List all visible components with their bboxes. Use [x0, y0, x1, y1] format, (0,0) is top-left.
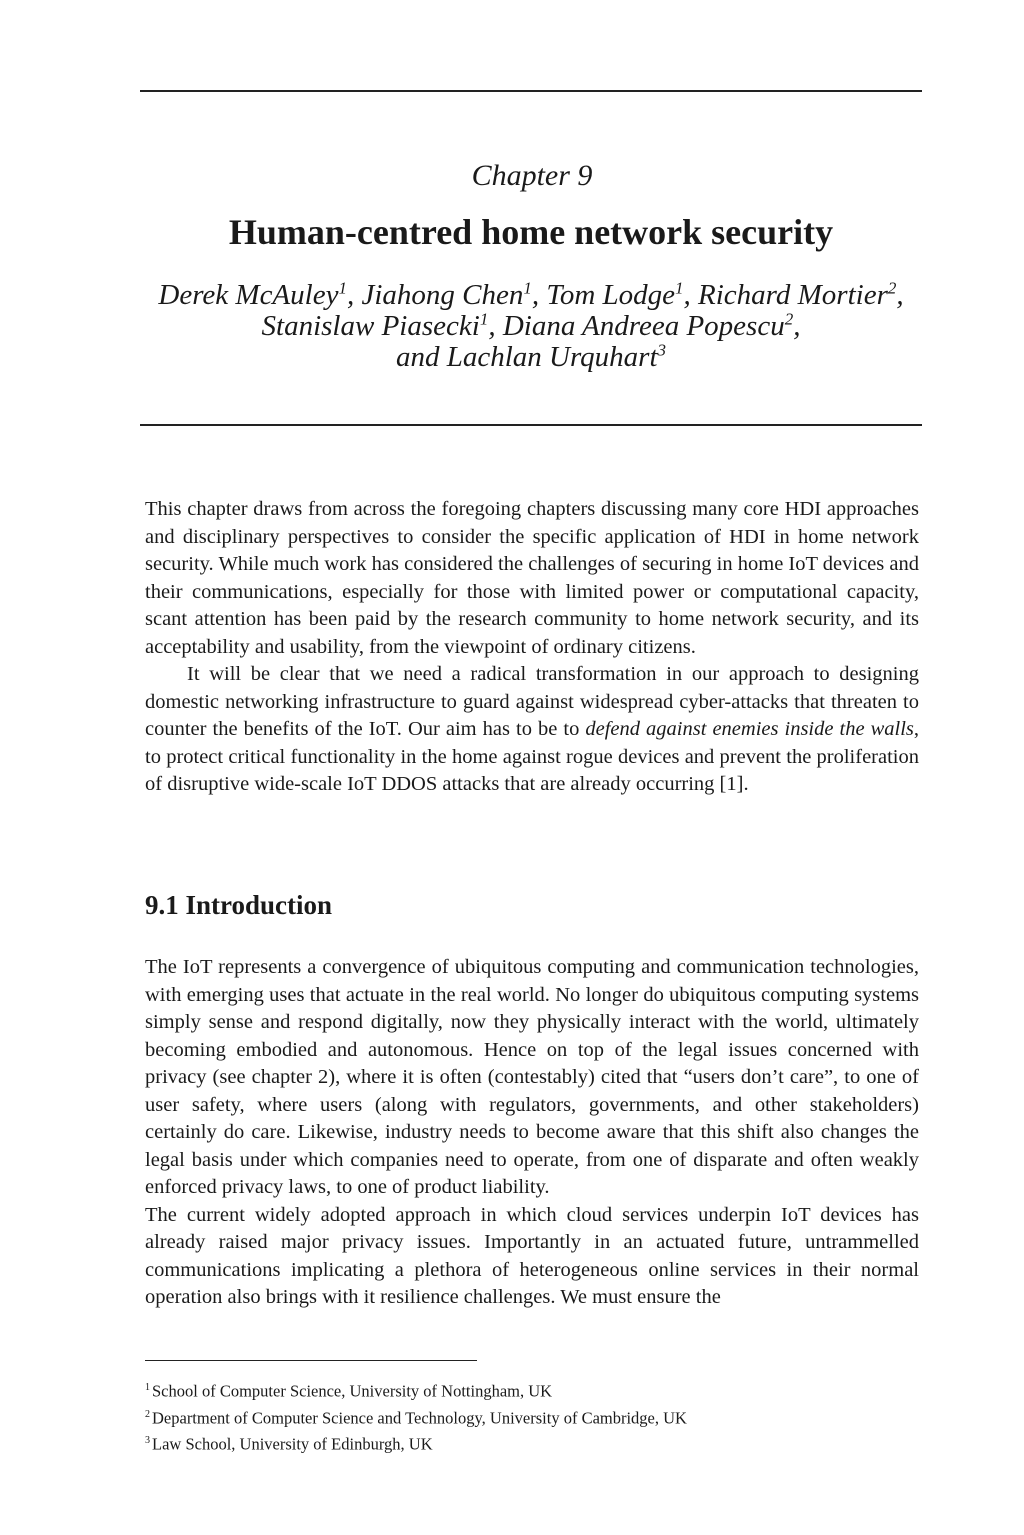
- emphasis-text: defend against enemies inside the walls: [585, 718, 914, 740]
- chapter-title: Human-centred home network security: [228, 212, 834, 252]
- author-list: [150, 280, 912, 373]
- author: Derek McAuley$^1$,: [158, 278, 362, 311]
- footnote-rule: [145, 1360, 477, 1361]
- abstract-paragraph: It will be clear that we need a radical transformation in our approach to designing domestic networking infrastructure to guard against widespread cyber-attacks that threaten to counter the benefits of the IoT. Our aim has to be to defend against enemies inside the walls, to protect critical functionality in the home against rogue devices and prevent the proliferation of disruptive wide-scale IoT DDOS attacks that are already occurring [1].: [145, 663, 920, 795]
- author: Stanislaw Piasecki$^1$,: [261, 309, 503, 342]
- chapter-label: Chapter 9: [471, 159, 593, 192]
- author: Diana Andreea Popescu$^2$,: [502, 309, 801, 342]
- body-paragraph: The current widely adopted approach in which cloud services underpin IoT devices has already raised major privacy issues. Importantly in an actuated future, untrammelled communications implicating a plethora of heterogeneous online services in their normal operation also brings with it resilience challenges. We must ensure the: [145, 1203, 919, 1308]
- section-heading: 9.1 Introduction: [145, 890, 333, 920]
- author: Jiahong Chen$^1$,: [361, 278, 547, 311]
- footnote: $^1$ School of Computer Science, University of Nottingham, UK: [145, 1381, 553, 1401]
- header-bottom-rule: [140, 424, 922, 426]
- chapter-abstract: [145, 496, 919, 799]
- body-paragraph: The IoT represents a convergence of ubiquitous computing and communication technologies, with emerging uses that actuate in the real world. No longer do ubiquitous computing systems simply sense and respond digitally, now they physically interact with the world, ultimately becoming embodied and autonomous. Hence on top of the legal issues concerned with privacy (see chapter 2), where it is often (contestably) cited that “users don’t care”, to one of user safety, where users (along with regulators, governments, and other stakeholders) certainly do care. Likewise, industry needs to become aware that this shift also changes the legal basis under which companies need to operate, from one of disparate and often weakly enforced privacy laws, to one of product liability.: [145, 956, 919, 1198]
- introduction-body: [145, 954, 919, 1312]
- footnotes: [145, 1376, 905, 1456]
- author: Tom Lodge$^1$,: [546, 278, 699, 311]
- abstract-paragraph: This chapter draws from across the foregoing chapters discussing many core HDI approaches and disciplinary perspectives to consider the specific application of HDI in home network security. While much work has considered the challenges of securing in home IoT devices and their communications, especially for those with limited power or computational capacity, scant attention has been paid by the research community to home network security, and its acceptability and usability, from the viewpoint of ordinary citizens.: [145, 498, 919, 658]
- top-rule: [140, 90, 922, 92]
- author: Richard Mortier$^2$,: [698, 278, 904, 311]
- footnote: $^3$ Law School, University of Edinburgh, UK: [145, 1434, 433, 1454]
- author: and Lachlan Urquhart$^3$: [395, 340, 667, 373]
- footnote: $^2$ Department of Computer Science and Technology, University of Cambridge, UK: [145, 1408, 687, 1427]
